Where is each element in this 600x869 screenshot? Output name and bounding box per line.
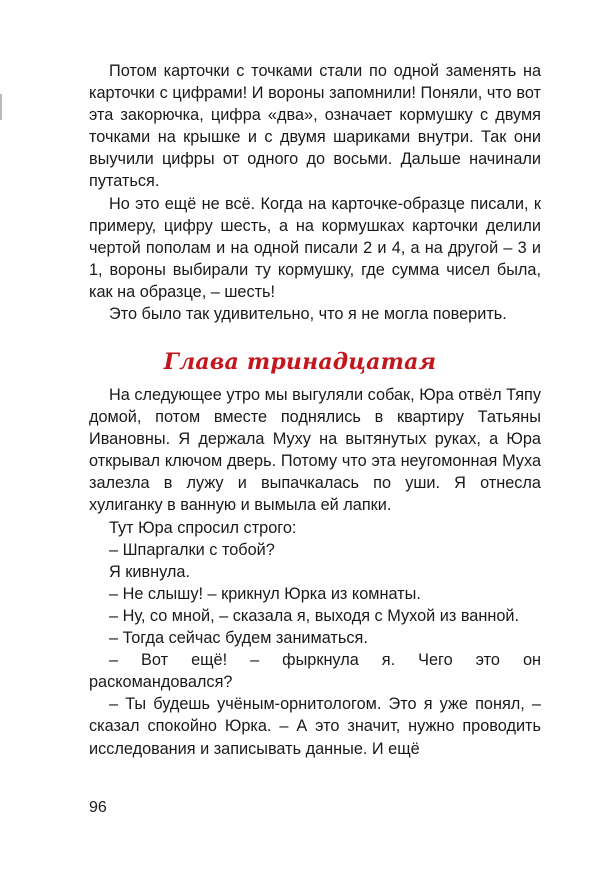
paragraph: Я кивнула. — [109, 562, 191, 581]
dialogue-line: – Шпаргалки с тобой? — [109, 540, 275, 559]
margin-mark — [0, 94, 2, 120]
dialogue-line: – Тогда сейчас будем заниматься. — [109, 629, 368, 648]
dialogue-line: – Ну, со мной, – сказала я, выходя с Мухой из ванной. — [109, 606, 519, 625]
paragraph: Но это ещё не всё. Когда на карточке-образце писали, к примеру, цифру шесть, а на кормушках карточки делили чертой пополам и на одной писали 2 и 4, а на другой – 3 и 1, вороны выбирали ту кормушку, где сумма чисел была, как на образце, – шесть! — [89, 194, 541, 301]
chapter-title: Глава тринадцатая — [163, 349, 437, 375]
paragraph: Потом карточки с точками стали по одной заменять на карточки с цифрами! И вороны запомнили! Поняли, что вот эта закорючка, цифра «два», означает кормушку с двумя точками на крышке и с двумя шариками внутри. Так они выучили цифры от одного до восьми. Дальше начинали путаться. — [89, 62, 541, 191]
text-section-2 — [89, 384, 541, 760]
dialogue-line: – Вот ещё! – фыркнула я. Чего это он раскомандовался? — [89, 651, 541, 692]
paragraph: Тут Юра спросил строго: — [109, 518, 297, 537]
paragraph: Это было так удивительно, что я не могла поверить. — [109, 305, 507, 324]
page-number: 96 — [89, 799, 107, 816]
text-section-1 — [89, 60, 541, 325]
dialogue-line: – Не слышу! – крикнул Юрка из комнаты. — [109, 584, 421, 603]
paragraph: На следующее утро мы выгуляли собак, Юра отвёл Тяпу домой, потом вместе поднялись в квартиру Татьяны Ивановны. Я держала Муху на вытянутых руках, а Юра открывал ключом дверь. Потому что эта неугомонная Муха залезла в лужу и выпачкалась по уши. Я отнесла хулиганку в ванную и вымыла ей лапки. — [89, 386, 541, 515]
dialogue-line: – Ты будешь учёным-орнитологом. Это я уже понял, – сказал спокойно Юрка. – А это значит, нужно проводить исследования и записывать данные. И ещё — [89, 695, 541, 758]
